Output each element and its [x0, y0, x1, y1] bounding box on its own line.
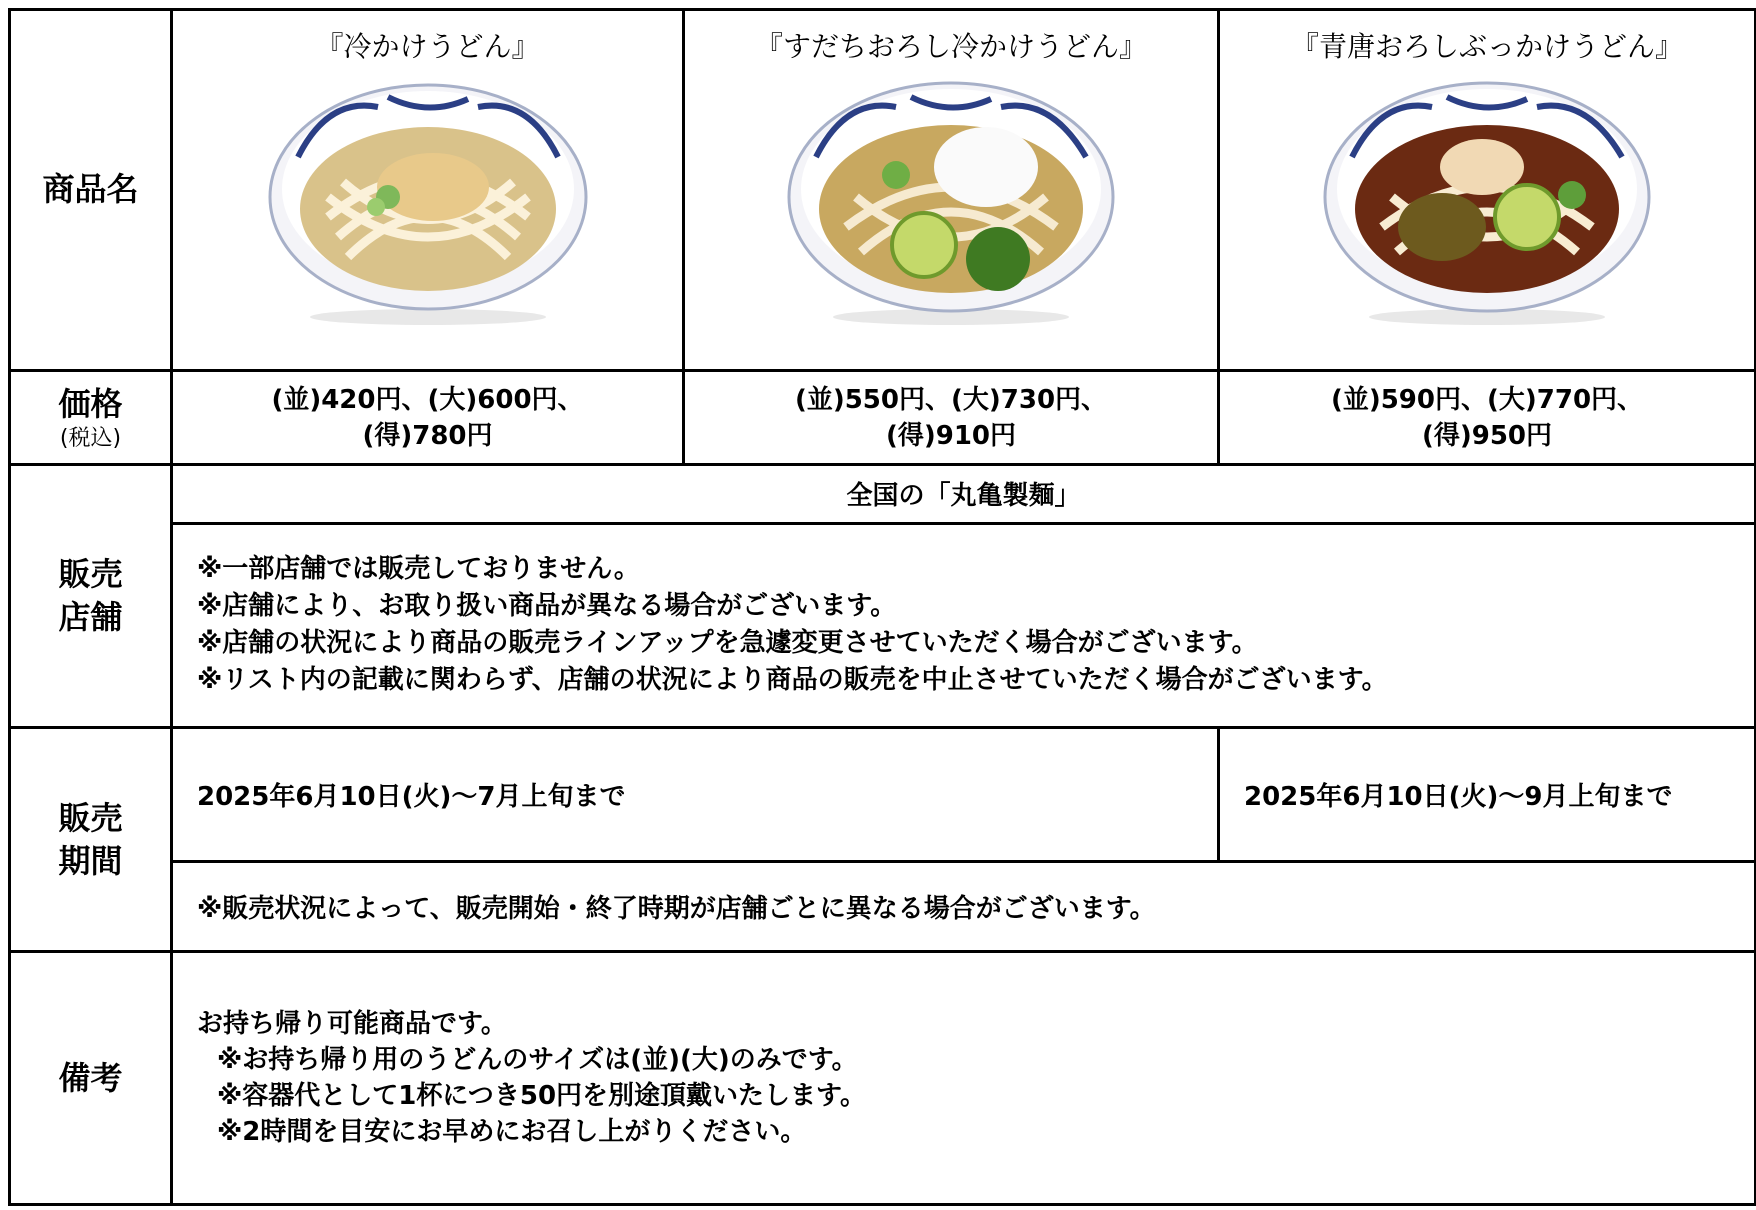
remarks-lead: お持ち帰り可能商品です。 [197, 1009, 507, 1040]
store-notes-row [10, 523, 1756, 728]
price-line: (並)590円、(大)770円、 [1330, 384, 1644, 415]
period-range-a: 2025年6月10日(火)～7月上旬まで [172, 728, 1219, 862]
price-line: (得)780円 [362, 420, 493, 451]
store-note: ※リスト内の記載に関わらず、店舗の状況により商品の販売を中止させていただく場合がございます。 [197, 665, 1388, 696]
period-note-row [10, 862, 1756, 952]
period-range-b: 2025年6月10日(火)～9月上旬まで [1219, 728, 1756, 862]
udon-bowl-image-1 [268, 77, 588, 327]
period-row [10, 728, 1756, 862]
product-cell-2 [684, 10, 1219, 371]
product-name-2: 『すだちおろし冷かけうどん』 [754, 30, 1147, 63]
price-line: (得)910円 [885, 420, 1017, 451]
price-cell-2 [684, 371, 1219, 465]
remarks-item: ※容器代として1杯につき50円を別途頂戴いたします。 [217, 1081, 866, 1112]
price-line: (並)420円、(大)600円、 [271, 384, 584, 415]
period-note: ※販売状況によって、販売開始・終了時期が店舗ごとに異なる場合がございます。 [172, 862, 1756, 952]
remarks-item: ※2時間を目安にお早めにお召し上がりください。 [217, 1117, 807, 1148]
store-title: 全国の「丸亀製麺」 [172, 465, 1756, 523]
period-row-label [10, 728, 172, 952]
period-label-line: 期間 [58, 841, 123, 880]
product-row-label: 商品名 [10, 10, 172, 371]
remarks-row [10, 952, 1756, 1205]
remarks-item: ※お持ち帰り用のうどんのサイズは(並)(大)のみです。 [217, 1045, 858, 1076]
remarks-cell [172, 952, 1756, 1205]
product-row [10, 10, 1756, 371]
product-cell-3 [1219, 10, 1756, 371]
period-label-line: 販売 [58, 798, 123, 837]
store-row-label [10, 465, 172, 728]
store-label-line: 店舗 [58, 598, 123, 637]
udon-bowl-image-3 [1322, 77, 1652, 327]
product-cell-1 [172, 10, 684, 371]
store-title-row [10, 465, 1756, 523]
price-label: 価格 [58, 384, 123, 423]
product-name-3: 『青唐おろしぶっかけうどん』 [1290, 30, 1683, 63]
price-row [10, 371, 1756, 465]
store-note: ※一部店舗では販売しておりません。 [197, 554, 640, 585]
price-line: (並)550円、(大)730円、 [794, 384, 1108, 415]
price-row-label [10, 371, 172, 465]
store-note: ※店舗により、お取り扱い商品が異なる場合がございます。 [197, 591, 897, 622]
udon-bowl-image-2 [786, 77, 1116, 327]
tax-included-label: (税込) [59, 426, 122, 452]
store-notes [172, 523, 1756, 728]
store-note: ※店舗の状況により商品の販売ラインアップを急遽変更させていただく場合がございます。 [197, 628, 1258, 659]
remarks-row-label: 備考 [10, 952, 172, 1205]
price-cell-1 [172, 371, 684, 465]
product-name-1: 『冷かけうどん』 [315, 30, 540, 63]
price-cell-3 [1219, 371, 1756, 465]
store-label-line: 販売 [58, 555, 123, 594]
price-line: (得)950円 [1421, 420, 1553, 451]
product-spec-table [8, 8, 1756, 1206]
